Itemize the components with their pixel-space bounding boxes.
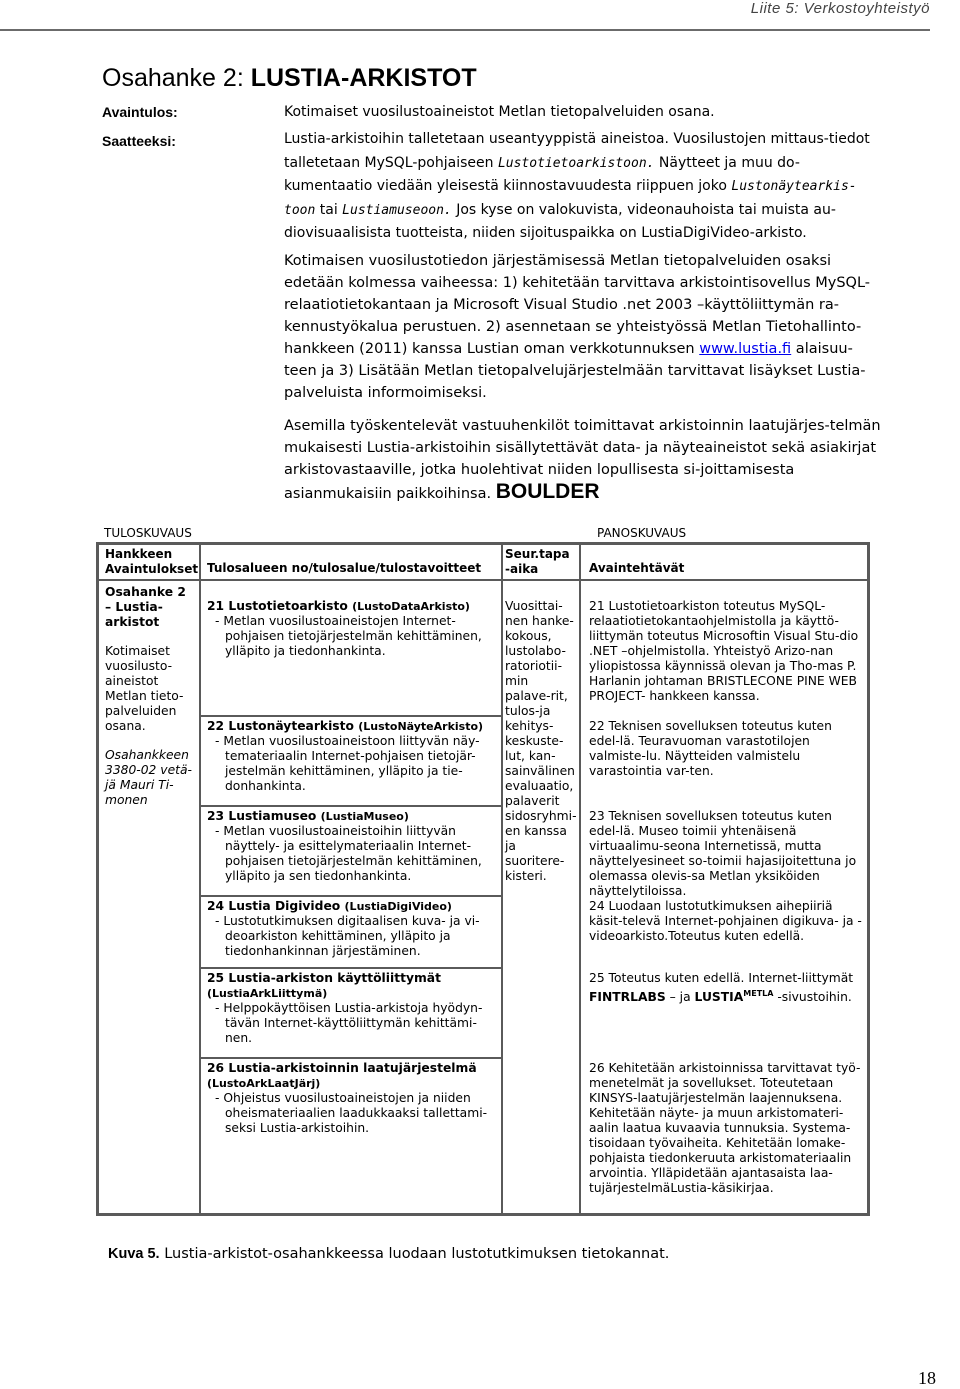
header-rule bbox=[0, 29, 930, 31]
title-prefix: Osahanke 2: bbox=[102, 64, 251, 92]
tuloskuvaus-label: TULOSKUVAUS bbox=[104, 526, 192, 540]
header-avaintulokset: Hankkeen Avaintulokset bbox=[105, 547, 199, 576]
paragraph-phases: Kotimaisen vuosilustotiedon järjestämisessä Metlan tietopalveluiden osaksi edetään kolmessa vaiheessa: 1) kehitetään tarvittava arkistointisovellus MySQL-relaatiotietokantaan ja Microsoft Visual Studio .net 2003 –käyttöliittymän ra-kennustyökalua perustuen. 2) asennetaan se yhteistyössä Metlan Tietohallinto-hankkeen (2011) kanssa Lustian oman verkkotunnuksen www.lustia.fi alaisuu-teen ja 3) Lisätään Metlan tietopalvelujärjestelmään tarvittavat lisäykset Lustia-palveluista informoimiseksi. bbox=[284, 253, 871, 401]
task-24: 24 Luodaan lustotutkimuksen aihepiiriä käsit-televä Internet-pohjainen digikuva- ja -videoarkisto.Toteutus kuten edellä. bbox=[589, 899, 862, 943]
block-22: 22 Lustonäytearkisto (LustoNäyteArkisto) - Metlan vuosilustoaineistoon liittyvän näy-temateriaalin Internet-pohjaisen tietojär-jestelmän kehittäminen, ylläpito ja tie-donhankinta. bbox=[207, 719, 484, 793]
block-26: 26 Lustia-arkistoinnin laatujärjestelmä (LustoArkLaatJärj) - Ohjeistus vuosilustoaineistojen ja niiden oheismateriaalien laadukkaaksi tallettami-seksi Lustia-arkistoihin. bbox=[207, 1061, 488, 1135]
header-avaintehtavat: Avaintehtävät bbox=[589, 561, 685, 575]
title-name: LUSTIA-ARKISTOT bbox=[250, 64, 477, 92]
column-separator bbox=[501, 545, 503, 1213]
col1-content: Osahanke 2 – Lustia-arkistot Kotimaiset vuosilusto-aineistot Metlan tieto-palveluiden osana. Osahankkeen 3380-02 vetä-jä Mauri Ti-monen bbox=[105, 585, 192, 807]
row-separator bbox=[201, 895, 501, 897]
column-separator bbox=[579, 545, 581, 1213]
header-seurtapa: Seur.tapa -aika bbox=[505, 547, 570, 576]
block-24: 24 Lustia Digivideo (LustiaDigiVideo) - Lustotutkimuksen digitaalisen kuva- ja vi-deoarkiston kehittäminen, ylläpito ja tiedonhankinnan järjestäminen. bbox=[207, 899, 480, 958]
lustia-link[interactable]: www.lustia.fi bbox=[699, 341, 792, 357]
boulder-word: BOULDER bbox=[495, 480, 600, 503]
block-23: 23 Lustiamuseo (LustiaMuseo) - Metlan vuosilustoaineistoihin liittyvän näyttely- ja esittelymateriaalin Internet-pohjaisen tietojärjestelmän kehittäminen, ylläpito ja sen tiedonhankinta. bbox=[207, 809, 482, 883]
panoskuvaus-label: PANOSKUVAUS bbox=[597, 526, 687, 540]
avaintulos-label: Avaintulos: bbox=[102, 104, 178, 120]
task-22: 22 Teknisen sovelluksen toteutus kuten edel-lä. Teuravuoman varastotilojen valmiste-lu. Näytteiden valmistelu varastointia var-ten. bbox=[589, 719, 832, 778]
header-tulosalue: Tulosalueen no/tulosalue/tulostavoitteet bbox=[207, 561, 482, 575]
block-21: 21 Lustotietoarkisto (LustoDataArkisto) - Metlan vuosilustoaineistojen Internet-pohjaisen tietojärjestelmän kehittäminen, ylläpito ja tiedonhankinta. bbox=[207, 599, 482, 658]
avaintulos-text: Kotimaiset vuosilustoaineistot Metlan tietopalveluiden osana. bbox=[284, 104, 715, 120]
running-header: Liite 5: Verkostoyhteistyö bbox=[750, 0, 930, 17]
saatteeksi-text: Lustia-arkistoihin talletetaan useantyyppistä aineistoa. Vuosilustojen mittaus-tiedot talletetaan MySQL-pohjaiseen Lustotietoarkistoon. Näytteet ja muu do-kumentaatio viedään yleisestä kiinnostavuudesta riippuen joko Lustonäytearkis-toon tai Lustiamuseoon. Jos kyse on valokuvista, videonauhoista tai muista au-diovisuaalisista tuotteista, niiden sijoituspaikka on LustiaDigiVideo-arkisto. bbox=[284, 131, 870, 241]
table-header-row bbox=[99, 545, 867, 581]
row-separator bbox=[201, 715, 501, 717]
figure-caption: Kuva 5. Lustia-arkistot-osahankkeessa luodaan lustotutkimuksen tietokannat. bbox=[108, 1246, 670, 1262]
saatteeksi-label: Saatteeksi: bbox=[102, 133, 176, 149]
task-25: 25 Toteutus kuten edellä. Internet-liittymät FINTRLABS – ja $LUSTIA^{METLA}$ -sivustoihin. bbox=[589, 971, 854, 1005]
page-title bbox=[102, 64, 477, 93]
page-number: 18 bbox=[918, 1368, 936, 1388]
task-21: 21 Lustotietoarkiston toteutus MySQL-relaatiotietokantaohjelmistolla ja käyttö-liittymän toteutus Microsoftin Visual Stu-dio .NET –ohjelmistolla. Yhteistyö Arizo-nan yliopistossa käynnissä olevan ja Tho-mas P. Harlanin johtaman BRISTLECONE PINE WEB PROJECT- hankkeen kanssa. bbox=[589, 599, 859, 703]
paragraph-stations: Asemilla työskentelevät vastuuhenkilöt toimittavat arkistoinnin laatujärjes-telmän mukaisesti Lustia-arkistoihin sisällytettävät data- ja näyteaineistot sekä asiakirjat arkistovastaaville, jotka huolehtivat niiden lopullisesta si-joittamisesta asianmukaisiin paikkoihinsa. BOULDER bbox=[284, 418, 881, 503]
column-separator bbox=[199, 545, 201, 1213]
col3-follow-up: Vuosittai-nen hanke-kokous, lustolabo-ratoriotii-min palave-rit, tulos-ja kehitys-keskuste-lut, kan-sainvälinen evaluaatio, palaverit sidosryhmi-en kanssa ja suoritere-kisteri. bbox=[505, 599, 577, 883]
task-26: 26 Kehitetään arkistoinnissa tarvittavat työ-menetelmät ja sovellukset. Toteutetaan KINSYS-laatujärjestelmän laajennuksena. Kehitetään näyte- ja muun arkistomateri-aalin laatua kuvaavia tunnuksia. Systema-tisoidaan työvaiheita. Kehitetään lomake-pohjaista tiedonkeruuta arkistomateriaalin arvointia. Ylläpidetään ajantasaista laa-tujärjestelmäLustia-käsikirjaa. bbox=[589, 1061, 861, 1195]
row-separator bbox=[201, 967, 501, 969]
block-25: 25 Lustia-arkiston käyttöliittymät (LustiaArkLiittymä) - Helppokäyttöisen Lustia-arkistoja hyödyn-tävän Internet-käyttöliittymän kehittämi-nen. bbox=[207, 971, 483, 1045]
task-23: 23 Teknisen sovelluksen toteutus kuten edel-lä. Museo toimii yhtenäisenä virtuaalimu-seona Internetissä, mutta näyttelyesineet so-toimii hajasijoitettuna jo olemassa olevis-sa Metlan yksiköiden näyttelytiloissa. bbox=[589, 809, 857, 898]
row-separator bbox=[201, 805, 501, 807]
figure-table bbox=[96, 542, 870, 1216]
row-separator bbox=[201, 1057, 501, 1059]
